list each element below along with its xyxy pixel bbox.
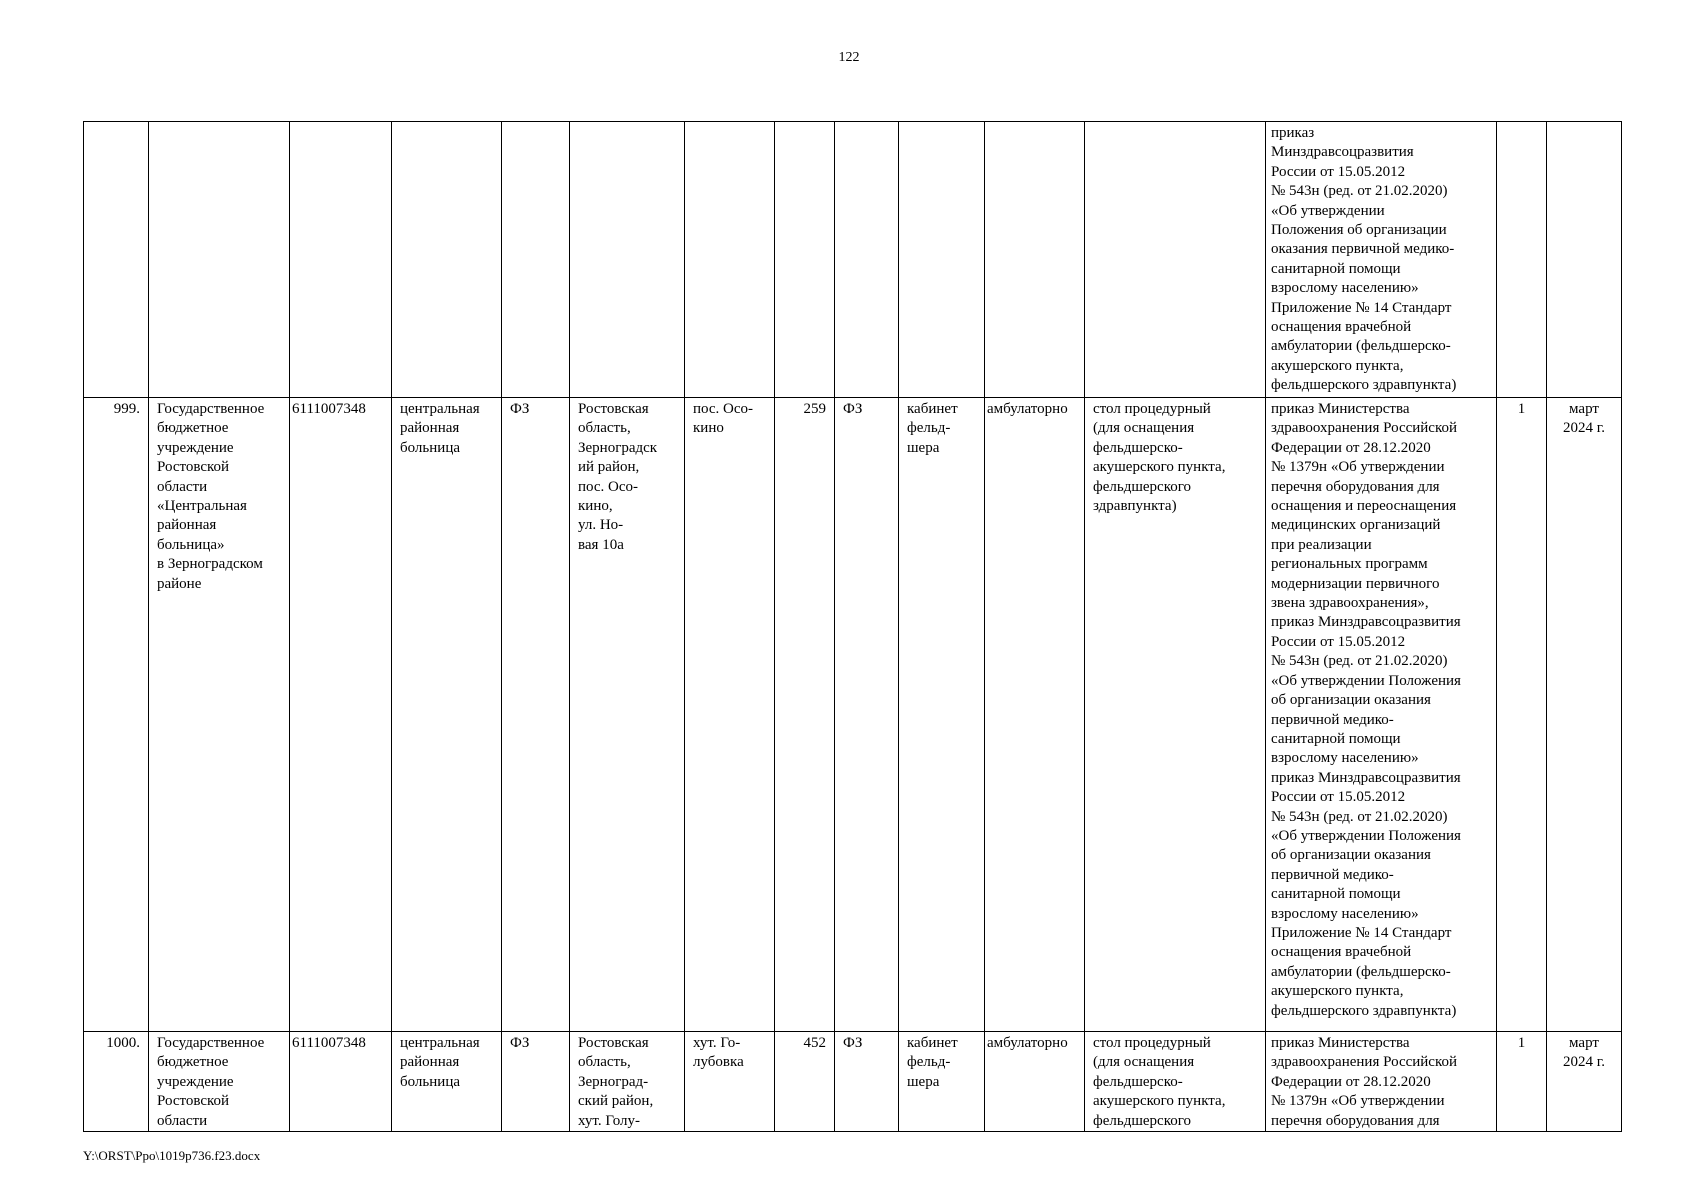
cell-equipment: стол процедурный (для оснащения фельдшерско- акушерского пункта, фельдшерского [1085,1032,1266,1132]
cell-population: 452 [775,1032,835,1132]
cell-law2 [835,122,899,398]
cell-org [149,122,290,398]
cell-care [985,122,1085,398]
cell-num [84,122,149,398]
cell-law [502,122,570,398]
cell-population: 259 [775,398,835,1032]
cell-qty [1497,122,1547,398]
cell-date [1547,122,1622,398]
cell-law: ФЗ [502,1032,570,1132]
cell-inn: 6111007348 [290,1032,392,1132]
cell-address [570,122,685,398]
cell-population [775,122,835,398]
cell-type: центральная районная больница [392,1032,502,1132]
table-row [84,398,1622,1032]
cell-settlement: пос. Осо- кино [685,398,775,1032]
cell-inn: 6111007348 [290,398,392,1032]
cell-law2: ФЗ [835,1032,899,1132]
cell-unit: кабинет фельд- шера [899,1032,985,1132]
cell-type: центральная районная больница [392,398,502,1032]
cell-care: амбулаторно [985,1032,1085,1132]
cell-basis: приказ Министерства здравоохранения Российской Федерации от 28.12.2020 № 1379н «Об утверждении перечня оборудования для оснащения и переоснащения медицинских организаций при реализации региональных программ модернизации первичного звена здравоохранения», приказ Минздравсоцразвития России от 15.05.2012 № 543н (ред. от 21.02.2020) «Об утверждении Положения об организации оказания первичной медико- санитарной помощи взрослому населению» приказ Минздравсоцразвития России от 15.05.2012 № 543н (ред. от 21.02.2020) «Об утверждении Положения об организации оказания первичной медико- санитарной помощи взрослому населению» Приложение № 14 Стандарт оснащения врачебной амбулатории (фельдшерско- акушерского пункта, фельдшерского здравпункта) [1266,398,1497,1032]
cell-unit [899,122,985,398]
cell-qty: 1 [1497,1032,1547,1132]
page-number: 122 [838,50,860,65]
equipment-table [83,121,1622,1132]
cell-inn [290,122,392,398]
cell-num: 1000. [84,1032,149,1132]
table-row-continued [84,122,1622,398]
cell-equipment: стол процедурный (для оснащения фельдшерско- акушерского пункта, фельдшерского здравпункта) [1085,398,1266,1032]
footer-file-path: Y:\ORST\Ppo\1019p736.f23.docx [83,1148,261,1163]
cell-basis: приказ Минздравсоцразвития России от 15.05.2012 № 543н (ред. от 21.02.2020) «Об утверждении Положения об организации оказания первичной медико- санитарной помощи взрослому населению» Приложение № 14 Стандарт оснащения врачебной амбулатории (фельдшерско- акушерского пункта, фельдшерского здравпункта) [1266,122,1497,398]
cell-date: март 2024 г. [1547,1032,1622,1132]
cell-type [392,122,502,398]
cell-settlement [685,122,775,398]
table-row [84,1032,1622,1132]
cell-org: Государственное бюджетное учреждение Ростовской области [149,1032,290,1132]
cell-care: амбулаторно [985,398,1085,1032]
cell-date: март 2024 г. [1547,398,1622,1032]
cell-equipment [1085,122,1266,398]
cell-settlement: хут. Го- лубовка [685,1032,775,1132]
cell-law2: ФЗ [835,398,899,1032]
cell-org: Государственное бюджетное учреждение Ростовской области «Центральная районная больница» в Зерноградском районе [149,398,290,1032]
cell-num: 999. [84,398,149,1032]
cell-address: Ростовская область, Зерноградск ий район, пос. Осо- кино, ул. Но- вая 10а [570,398,685,1032]
cell-qty: 1 [1497,398,1547,1032]
cell-basis: приказ Министерства здравоохранения Российской Федерации от 28.12.2020 № 1379н «Об утверждении перечня оборудования для [1266,1032,1497,1132]
cell-unit: кабинет фельд- шера [899,398,985,1032]
cell-law: ФЗ [502,398,570,1032]
cell-address: Ростовская область, Зерноград- ский район, хут. Голу- [570,1032,685,1132]
